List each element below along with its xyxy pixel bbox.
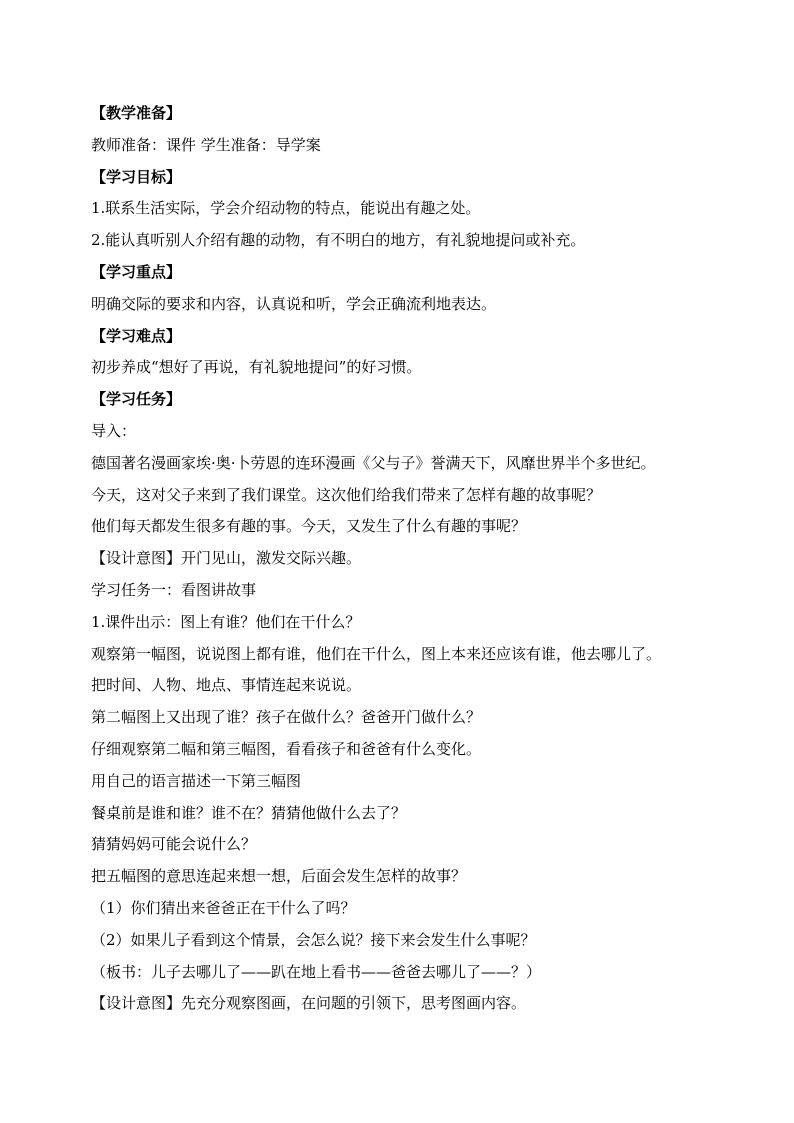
section-heading: 【学习目标】 (91, 167, 182, 186)
text-line: 2.能认真听别人介绍有趣的动物，有不明白的地方，有礼貌地提问或补充。 (91, 231, 586, 250)
text-line: 教师准备：课件 学生准备：导学案 (91, 135, 321, 154)
document-body (91, 98, 731, 1020)
section-heading: 【学习难点】 (91, 326, 182, 345)
text-line: （1）你们猜出来爸爸正在干什么了吗？ (91, 898, 356, 917)
text-line: 猜猜妈妈可能会说什么？ (91, 835, 257, 854)
text-line: 他们每天都发生很多有趣的事。今天，又发生了什么有趣的事呢？ (91, 517, 527, 536)
text-line: 导入： (91, 421, 137, 440)
text-line: 学习任务一：看图讲故事 (91, 580, 257, 599)
text-line: （2）如果儿子看到这个情景，会怎么说？接下来会发生什么事呢？ (91, 930, 536, 949)
text-line: 观察第一幅图，说说图上都有谁，他们在干什么，图上本来还应该有谁，他去哪儿了。 (91, 644, 662, 663)
text-line: 初步养成“想好了再说，有礼貌地提问”的好习惯。 (91, 358, 422, 377)
text-line: 德国著名漫画家埃·奥·卜劳恩的连环漫画《父与子》誉满天下，风靡世界半个多世纪。 (91, 453, 656, 472)
text-line: 今天，这对父子来到了我们课堂。这次他们给我们带来了怎样有趣的故事呢？ (91, 485, 602, 504)
text-line: 把时间、人物、地点、事情连起来说说。 (91, 676, 362, 695)
text-line: 1.课件出示：图上有谁？他们在干什么？ (91, 612, 361, 631)
section-heading: 【学习任务】 (91, 390, 182, 409)
text-line: 第二幅图上又出现了谁？孩子在做什么？爸爸开门做什么？ (91, 708, 482, 727)
text-line: 餐桌前是谁和谁？谁不在？猜猜他做什么去了？ (91, 803, 407, 822)
text-line: 【设计意图】先充分观察图画，在问题的引领下，思考图画内容。 (91, 994, 527, 1013)
text-line: 1.联系生活实际，学会介绍动物的特点，能说出有趣之处。 (91, 199, 481, 218)
text-line: 用自己的语言描述一下第三幅图 (91, 771, 302, 790)
text-line: 仔细观察第二幅和第三幅图，看看孩子和爸爸有什么变化。 (91, 739, 482, 758)
section-heading: 【学习重点】 (91, 262, 182, 281)
section-heading: 【教学准备】 (91, 104, 182, 122)
text-line: 明确交际的要求和内容，认真说和听，学会正确流利地表达。 (91, 294, 497, 313)
text-line: （板书：儿子去哪儿了——趴在地上看书——爸爸去哪儿了——？） (91, 962, 542, 981)
text-line: 把五幅图的意思连起来想一想，后面会发生怎样的故事？ (91, 867, 467, 886)
text-line: 【设计意图】开门见山，激发交际兴趣。 (91, 549, 362, 568)
